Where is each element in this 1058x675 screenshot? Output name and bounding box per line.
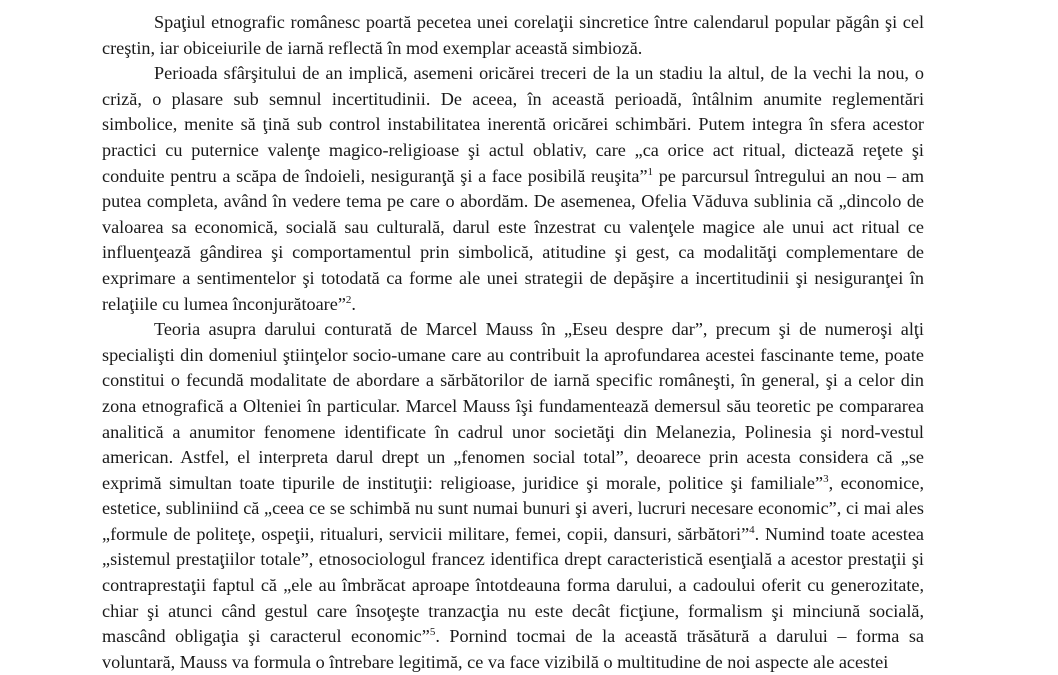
paragraph-text: . Numind toate acestea „sistemul prestaţiilor totale”, etnosociologul francez identifica drept caracteristică esenţială a acestor prestaţii şi contraprestaţii faptul că „ele au îmbrăcat aproape întotdeauna forma darului, a cadoului oferit cu generozitate, chiar şi atunci când gestul care însoţeşte tranzacţia nu este decât ficţiune, formalism şi minciună socială, mascând obligaţia şi caracterul economic” <box>102 523 924 647</box>
paragraph-text: Teoria asupra darului conturată de Marcel Mauss în „Eseu despre dar”, precum şi de numeroşi alţi specialişti din domeniul ştiinţelor socio-umane care au contribuit la aprofundarea acestei fascinante teme, poate constitui o fecundă modalitate de abordare a sărbătorilor de iarnă specific româneşti, în general, şi a celor din zona etnografică a Olteniei în particular. Marcel Mauss îşi fundamentează demersul său teoretic pe compararea analitică a anumitor fenomene identificate în cadrul unor societăţi din Melanezia, Polinesia şi nord-vestul american. Astfel, el interpreta darul drept un „fenomen social total”, deoarece prin acesta considera că „se exprimă simultan toate tipurile de instituţii: religioase, juridice şi morale, politice şi familiale” <box>102 319 924 493</box>
body-paragraph <box>102 317 924 675</box>
footnote-marker: 1 <box>647 165 654 178</box>
document-page <box>102 10 924 675</box>
paragraph-text: pe parcursul întregului an nou – am putea completa, având în vedere tema pe care o abordăm. De asemenea, Ofelia Văduva sublinia că „dincolo de valoarea sa economică, socială sau culturală, darul este înzestrat cu valenţele magice ale unui act ritual ce influenţează gândirea şi comportamentul prin simbolică, atitudine şi gest, ca modalităţi complementare de exprimare a sentimentelor şi totodată ca forme ale unei strategii de depăşire a incertitudinii şi nesiguranţei în relaţiile cu lumea înconjurătoare” <box>102 165 924 314</box>
paragraph-text: Perioada sfârşitului de an implică, asemeni oricărei treceri de la un stadiu la altul, de la vechi la nou, o criză, o plasare sub semnul incertitudinii. De aceea, în această perioadă, întâlnim anumite reglementări simbolice, menite să ţină sub control instabilitatea inerentă oricărei schimbări. Putem integra în sfera acestor practici cu puternice valenţe magico-religioase şi actul oblativ, care „ca orice act ritual, dictează reţete şi conduite pentru a scăpa de îndoieli, nesiguranţă şi a face posibilă reuşita” <box>102 63 924 186</box>
paragraph-text: . Pornind tocmai de la această trăsătură a darului – forma sa voluntară, Mauss va formula o întrebare legitimă, ce va face vizibilă o multitudine de noi aspecte ale acestei <box>102 626 924 672</box>
footnote-marker: 2 <box>345 293 352 306</box>
body-paragraph <box>102 10 924 61</box>
paragraph-text: , economice, estetice, subliniind că „ceea ce se schimbă nu sunt numai bunuri şi averi, lucruri necesare economic”, ci mai ales „formule de politeţe, ospeţii, ritualuri, servicii militare, femei, copii, dansuri, sărbători” <box>102 472 924 544</box>
paragraph-text: Spaţiul etnografic românesc poartă pecetea unei corelaţii sincretice între calendarul popular păgân şi cel creştin, iar obiceiurile de iarnă reflectă în mod exemplar această simbioză. <box>102 12 924 58</box>
footnote-marker: 3 <box>823 472 829 485</box>
footnote-marker: 4 <box>749 523 755 536</box>
paragraph-text: . <box>351 293 356 314</box>
body-paragraph <box>102 61 924 317</box>
footnote-marker: 5 <box>429 626 436 639</box>
